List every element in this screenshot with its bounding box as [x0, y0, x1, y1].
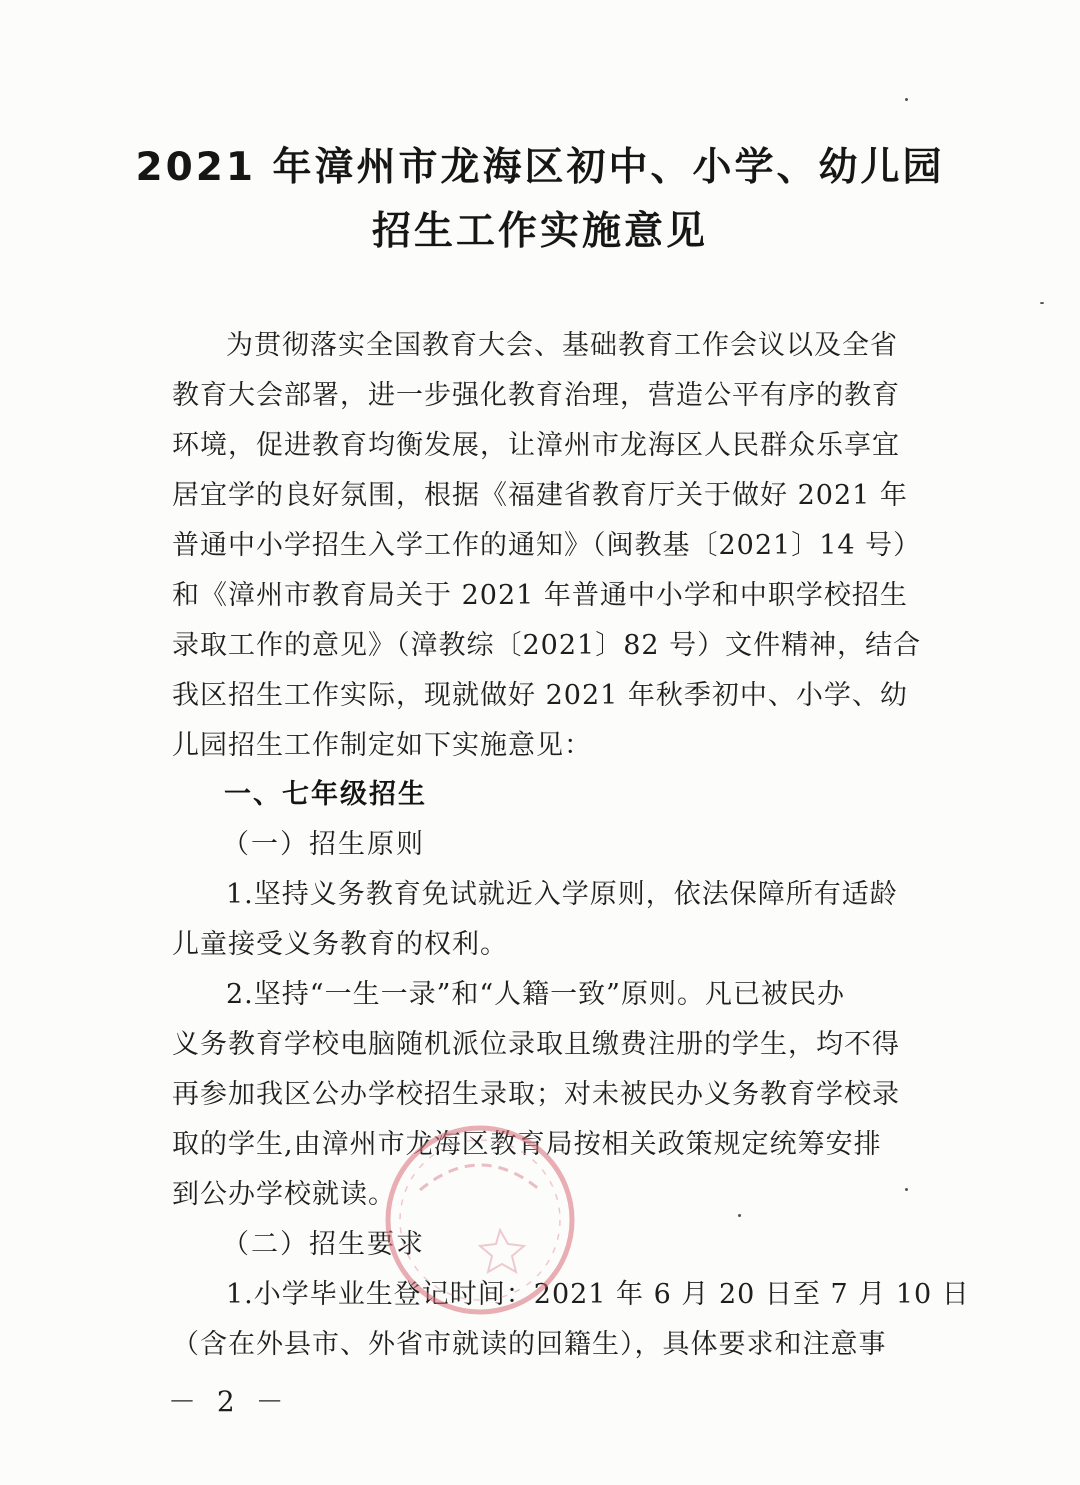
- subsection-1-heading: （一）招生原则: [222, 829, 425, 860]
- intro-line-1: 为贯彻落实全国教育大会、基础教育工作会议以及全省: [226, 330, 898, 361]
- intro-line-5: 普通中小学招生入学工作的通知》（闽教基〔2021〕14 号）: [172, 530, 922, 561]
- intro-line-4: 居宜学的良好氛围，根据《福建省教育厅关于做好 2021 年: [172, 480, 908, 511]
- scan-speck: [905, 98, 908, 101]
- principle-line-7: 到公办学校就读。: [172, 1179, 396, 1210]
- principle-line-5: 再参加我区公办学校招生录取；对未被民办义务教育学校录: [172, 1079, 900, 1110]
- principle-line-1: 1.坚持义务教育免试就近入学原则，依法保障所有适龄: [226, 879, 898, 910]
- scan-speck: [1040, 302, 1044, 304]
- principle-line-6: 取的学生,由漳州市龙海区教育局按相关政策规定统筹安排: [172, 1129, 882, 1160]
- section-1-heading: 一、七年级招生: [224, 779, 427, 810]
- intro-line-7: 录取工作的意见》（漳教综〔2021〕82 号）文件精神，结合: [172, 630, 922, 661]
- principle-line-4: 义务教育学校电脑随机派位录取且缴费注册的学生，均不得: [172, 1029, 900, 1060]
- intro-line-6: 和《漳州市教育局关于 2021 年普通中小学和中职学校招生: [172, 580, 908, 611]
- intro-line-8: 我区招生工作实际，现就做好 2021 年秋季初中、小学、幼: [172, 680, 908, 711]
- principle-line-2: 儿童接受义务教育的权利。: [172, 929, 508, 960]
- intro-line-2: 教育大会部署，进一步强化教育治理，营造公平有序的教育: [172, 380, 900, 411]
- subsection-2-heading: （二）招生要求: [222, 1229, 425, 1260]
- requirement-line-1: 1.小学毕业生登记时间：2021 年 6 月 20 日至 7 月 10 日: [226, 1279, 970, 1310]
- page-number: － 2 －: [168, 1385, 290, 1418]
- intro-line-3: 环境，促进教育均衡发展，让漳州市龙海区人民群众乐享宜: [172, 430, 900, 461]
- intro-line-9: 儿园招生工作制定如下实施意见：: [172, 730, 592, 761]
- requirement-line-2: （含在外县市、外省市就读的回籍生），具体要求和注意事: [172, 1329, 887, 1360]
- scan-speck: [738, 1214, 741, 1217]
- document-title-line-2: 招生工作实施意见: [371, 209, 708, 254]
- scan-speck: [905, 1188, 908, 1191]
- principle-line-3: 2.坚持“一生一录”和“人籍一致”原则。凡已被民办: [226, 979, 845, 1010]
- document-title-line-1: 2021 年漳州市龙海区初中、小学、幼儿园: [135, 145, 945, 190]
